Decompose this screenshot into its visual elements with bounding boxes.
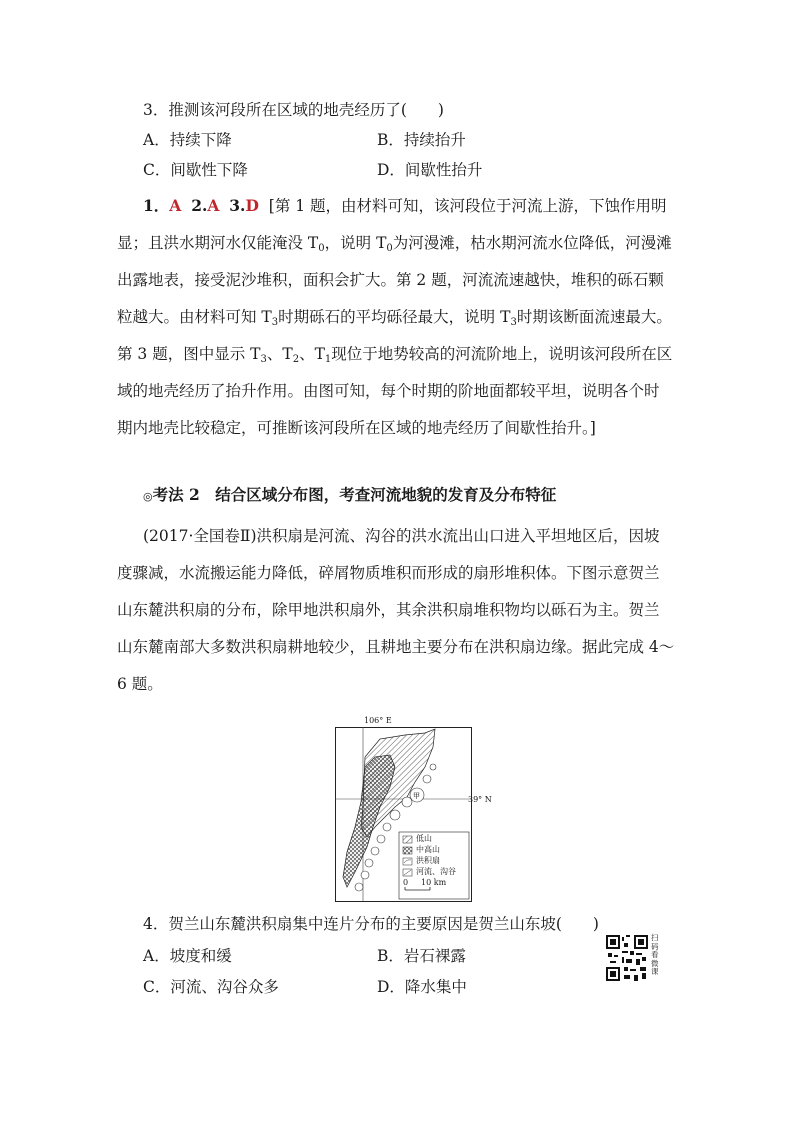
latitude-label: 39° N — [468, 795, 492, 804]
question-3-option-b: B．持续抬升 — [377, 131, 466, 149]
legend-alluvial-fan: 洪积扇 — [416, 856, 440, 865]
section-heading-text: 考法 2 结合区域分布图，考查河流地貌的发育及分布特征 — [152, 485, 557, 504]
answer-3-number: 3. — [229, 196, 246, 215]
explanation-line-4: 粒越大。由材料可知 $T_3$时期砾石的平均砾径最大，说明 $T_3$时期该断面流速最大。 — [117, 308, 672, 328]
answer-2-key: A — [207, 196, 220, 215]
question-3-option-a: A．持续下降 — [143, 131, 232, 149]
material-line-2: 度骤减，水流搬运能力降低，碎屑物质堆积而形成的扇形堆积体。下图示意贺兰 — [117, 564, 660, 582]
question-3-option-d: D．间歇性抬升 — [377, 161, 483, 179]
explanation-line-5: 第 3 题，图中显示 $T_3$、$T_2$、$T_1$现位于地势较高的河流阶地上，说明该河段所在区 — [117, 345, 673, 365]
legend-river-valley: 河流、沟谷 — [416, 867, 456, 876]
answer-3-key: D — [245, 196, 259, 215]
legend-mid-high-mountain: 中高山 — [416, 845, 440, 854]
answer-2-number: 2. — [191, 196, 208, 215]
section-heading — [143, 485, 556, 507]
place-label: 甲 — [413, 792, 420, 800]
answer-line-1 — [143, 196, 667, 216]
longitude-label: 106° E — [364, 716, 392, 725]
question-3-stem: 3．推测该河段所在区域的地壳经历了( ) — [143, 101, 444, 119]
scale-zero: 0 — [403, 878, 409, 887]
answer-1-number: 1． — [143, 196, 170, 215]
material-line-3: 山东麓洪积扇的分布，除甲地洪积扇外，其余洪积扇堆积物均以砾石为主。贺兰 — [117, 601, 660, 619]
explanation-line-3: 出露地表，接受泥沙堆积，面积会扩大。第 2 题，河流流速越快，堆积的砾石颗 — [117, 271, 664, 289]
material-line-4: 山东麓南部大多数洪积扇耕地较少，且耕地主要分布在洪积扇边缘。据此完成 4～ — [117, 638, 675, 656]
explanation-line-2: 显；且洪水期河水仅能淹没 $T_0$，说明 $T_0$为河漫滩，枯水期河流水位降低，河漫滩 — [117, 234, 672, 254]
question-4-option-c: C．河流、沟谷众多 — [143, 978, 279, 996]
answer-1-key: A — [169, 196, 182, 215]
material-line-5: 6 题。 — [117, 675, 163, 693]
target-marker-icon: ◎ — [143, 490, 153, 503]
qr-caption: 扫码看微课 — [651, 933, 659, 976]
question-4-stem: 4．贺兰山东麓洪积扇集中连片分布的主要原因是贺兰山东坡( ) — [143, 915, 599, 933]
explanation-line-7: 期内地壳比较稳定，可推断该河段所在区域的地壳经历了间歇性抬升。] — [117, 419, 596, 437]
legend-low-mountain: 低山 — [416, 834, 432, 843]
material-line-1: (2017·全国卷Ⅱ)洪积扇是河流、沟谷的洪水流出山口进入平坦地区后，因坡 — [143, 527, 660, 545]
scale-ten-km: 10 km — [421, 878, 447, 887]
explanation-text: [第 1 题，由材料可知，该河段位于河流上游，下蚀作用明 — [268, 197, 667, 215]
question-3-option-c: C．间歇性下降 — [143, 161, 248, 179]
explanation-line-6: 域的地壳经历了抬升作用。由图可知，每个时期的阶地面都较平坦，说明各个时 — [117, 382, 660, 400]
question-4-option-d: D．降水集中 — [377, 978, 467, 996]
alluvial-fan-map — [335, 727, 472, 902]
question-4-option-b: B．岩石裸露 — [377, 947, 466, 965]
qr-code-icon[interactable] — [606, 935, 648, 981]
question-4-option-a: A．坡度和缓 — [143, 947, 232, 965]
